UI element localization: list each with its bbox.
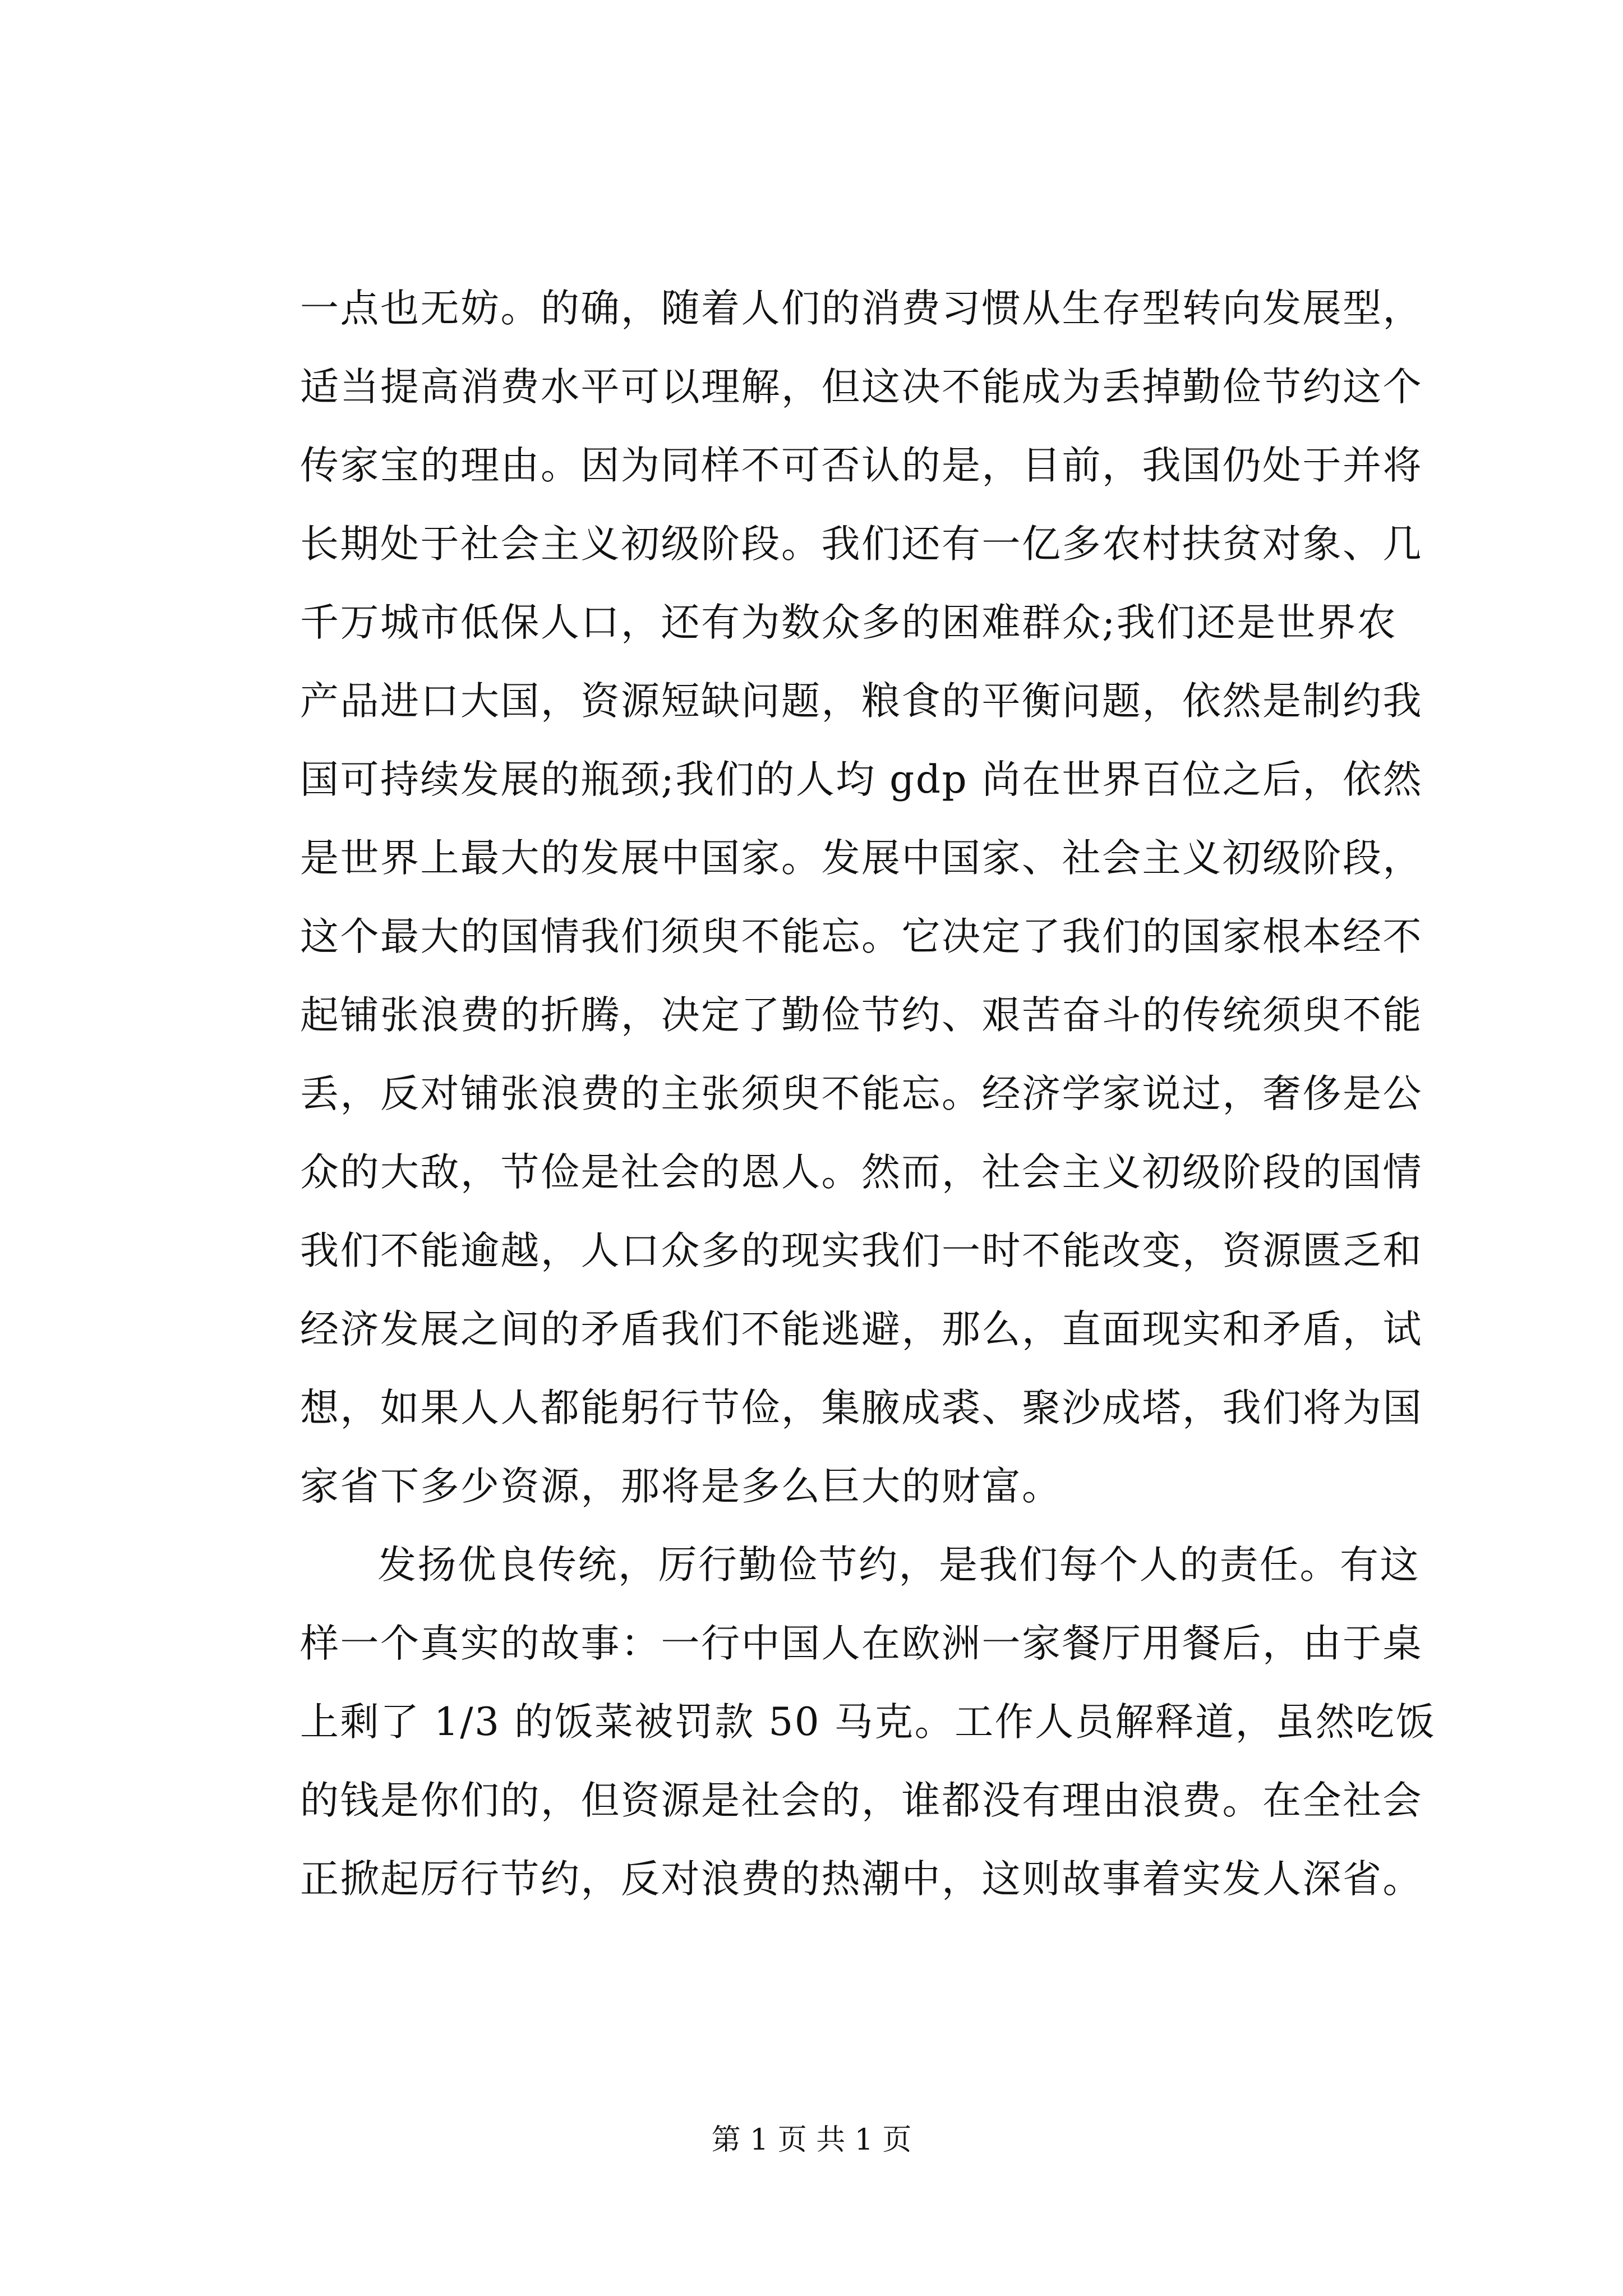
paragraph-1-line-13: 我们不能逾越，人口众多的现实我们一时不能改变，资源匮乏和 <box>300 1228 1423 1273</box>
paragraph-1-line-10: 起铺张浪费的折腾，决定了勤俭节约、艰苦奋斗的传统须臾不能 <box>300 993 1423 1038</box>
paragraph-2-line-5: 正掀起厉行节约，反对浪费的热潮中，这则故事着实发人深省。 <box>300 1857 1423 1902</box>
paragraph-2-line-2: 样一个真实的故事：一行中国人在欧洲一家餐厅用餐后，由于桌 <box>300 1621 1423 1666</box>
paragraph-1-line-4: 长期处于社会主义初级阶段。我们还有一亿多农村扶贫对象、几 <box>300 522 1423 567</box>
paragraph-1-line-2: 适当提高消费水平可以理解，但这决不能成为丢掉勤俭节约这个 <box>300 365 1423 409</box>
paragraph-1-line-7: 国可持续发展的瓶颈;我们的人均 gdp 尚在世界百位之后，依然 <box>300 757 1423 802</box>
paragraph-1-line-16: 家省下多少资源，那将是多么巨大的财富。 <box>300 1464 1062 1509</box>
paragraph-1-line-12: 众的大敌，节俭是社会的恩人。然而，社会主义初级阶段的国情 <box>300 1150 1423 1195</box>
paragraph-2-line-3: 上剩了 1/3 的饭菜被罚款 50 马克。工作人员解释道，虽然吃饭 <box>300 1700 1436 1745</box>
paragraph-2-line-4: 的钱是你们的，但资源是社会的，谁都没有理由浪费。在全社会 <box>300 1778 1423 1823</box>
paragraph-1-line-15: 想，如果人人都能躬行节俭，集腋成裘、聚沙成塔，我们将为国 <box>300 1386 1423 1430</box>
paragraph-1-line-11: 丢，反对铺张浪费的主张须臾不能忘。经济学家说过，奢侈是公 <box>300 1071 1423 1116</box>
page-footer <box>0 2116 1623 2158</box>
paragraph-1-line-5: 千万城市低保人口，还有为数众多的困难群众;我们还是世界农 <box>300 600 1398 645</box>
paragraph-1-line-14: 经济发展之间的矛盾我们不能逃避，那么，直面现实和矛盾，试 <box>300 1307 1423 1352</box>
paragraph-1-line-1: 一点也无妨。的确，随着人们的消费习惯从生存型转向发展型， <box>300 286 1423 331</box>
paragraph-1-line-9: 这个最大的国情我们须臾不能忘。它决定了我们的国家根本经不 <box>300 914 1423 959</box>
paragraph-1-line-8: 是世界上最大的发展中国家。发展中国家、社会主义初级阶段， <box>300 836 1423 881</box>
paragraph-1-line-6: 产品进口大国，资源短缺问题，粮食的平衡问题，依然是制约我 <box>300 679 1423 724</box>
body-text <box>300 269 1436 1918</box>
paragraph-2-line-1: 发扬优良传统，厉行勤俭节约，是我们每个人的责任。有这 <box>377 1543 1420 1588</box>
page-number-label: 第 1 页 共 1 页 <box>711 2123 912 2157</box>
paragraph-1-line-3: 传家宝的理由。因为同样不可否认的是，目前，我国仍处于并将 <box>300 443 1423 488</box>
